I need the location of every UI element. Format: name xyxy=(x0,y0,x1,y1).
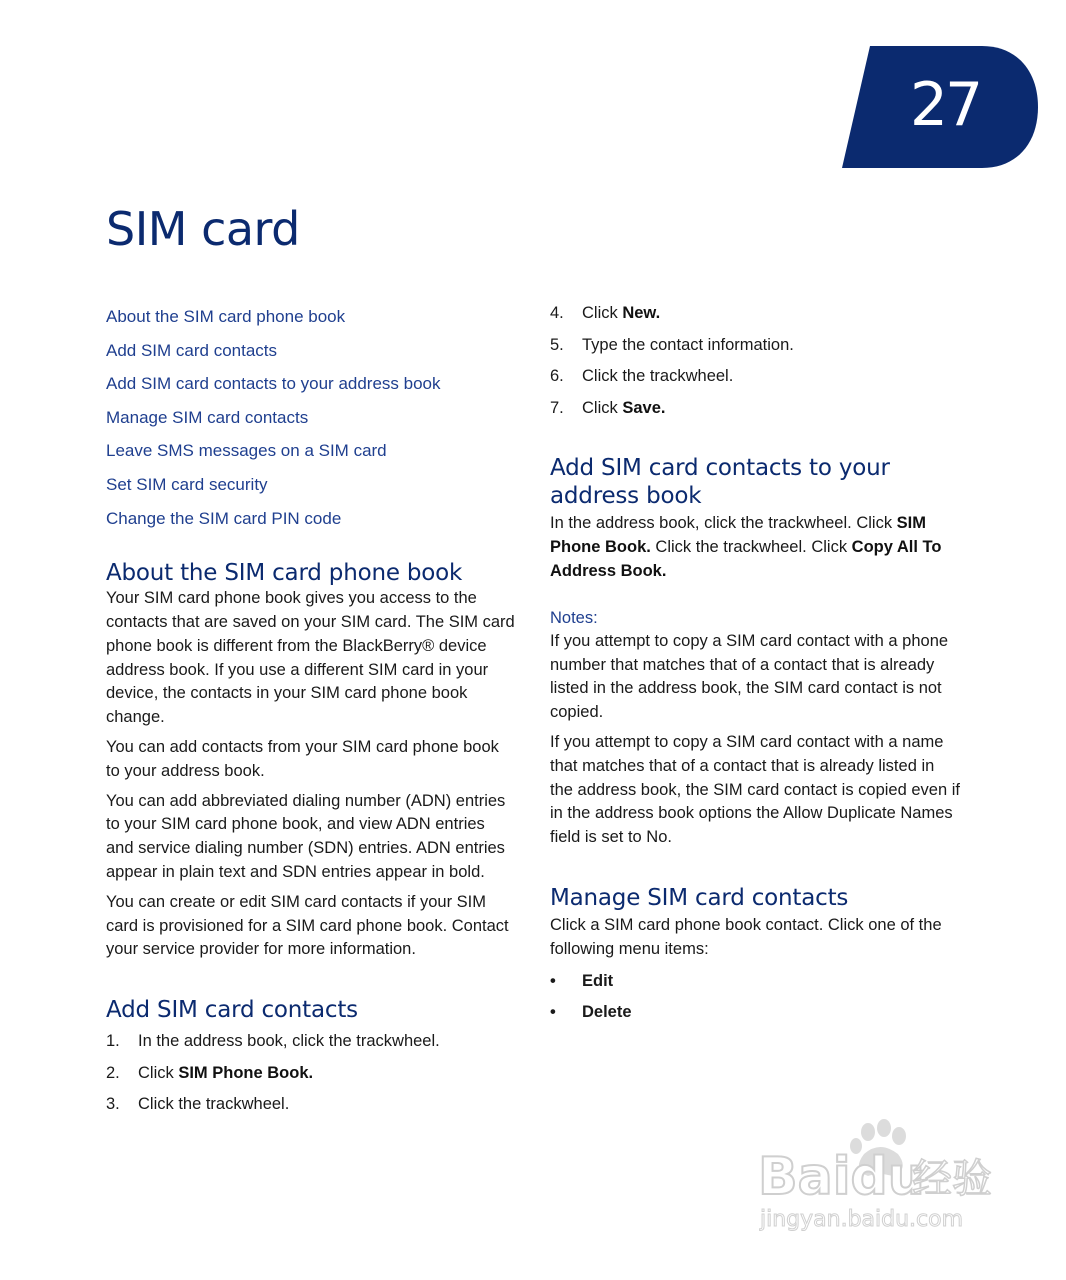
toc-link-add-contacts[interactable]: Add SIM card contacts xyxy=(106,340,278,360)
step-item: 3. Click the trackwheel. xyxy=(106,1095,290,1114)
about-paragraph-3: You can add abbreviated dialing number (ADN) entries to your SIM card phone book, and view ADN entries and service dialing number (SDN) entries. ADN entries appear in plain text and SDN entries appear in bold. xyxy=(106,791,506,881)
toc-link-add-to-address-book[interactable]: Add SIM card contacts to your address book xyxy=(106,374,441,394)
page-title: SIM card xyxy=(106,202,300,256)
left-column xyxy=(106,300,516,1121)
list-item: • Delete xyxy=(550,1003,632,1022)
about-paragraph-4: You can create or edit SIM card contacts if your SIM card is provisioned for a SIM card phone book. Contact your service provider for more information. xyxy=(106,892,509,959)
step-item: 7. Click Save. xyxy=(550,398,666,417)
step-item: 2. Click SIM Phone Book. xyxy=(106,1063,314,1082)
add-contacts-steps-continued xyxy=(550,298,960,424)
manage-intro: Click a SIM card phone book contact. Click one of the following menu items: xyxy=(550,915,942,958)
right-column xyxy=(550,300,960,1029)
watermark-url: jingyan.baidu.com xyxy=(760,1207,964,1232)
add-contacts-steps xyxy=(106,1026,516,1121)
about-paragraph-2: You can add contacts from your SIM card phone book to your address book. xyxy=(106,737,499,780)
toc-link-pin[interactable]: Change the SIM card PIN code xyxy=(106,508,342,528)
note-paragraph-2: If you attempt to copy a SIM card contact with a name that matches that of a contact that is already listed in the address book, the SIM card contact is copied even if in the address book options the Allow Duplicate Names field is set to No. xyxy=(550,732,960,847)
section-heading-about: About the SIM card phone book xyxy=(106,560,463,587)
about-paragraph-1: Your SIM card phone book gives you access to the contacts that are saved on your SIM card. The SIM card phone book is different from the BlackBerry® device address book. If you use a different SIM card in your device, the contacts in your SIM card phone book change. xyxy=(106,589,515,727)
section-heading-manage: Manage SIM card contacts xyxy=(550,884,849,911)
step-item: 4. Click New. xyxy=(550,304,661,322)
notes-label: Notes: xyxy=(550,608,598,627)
toc-link-about[interactable]: About the SIM card phone book xyxy=(106,307,346,326)
watermark-brand: Baidu xyxy=(758,1147,925,1207)
step-item: 1. In the address book, click the trackwheel. xyxy=(106,1032,440,1051)
baidu-watermark xyxy=(752,1118,1012,1238)
section-heading-add-contacts: Add SIM card contacts xyxy=(106,997,358,1024)
note-paragraph-1: If you attempt to copy a SIM card contact with a phone number that matches that of a contact that is already listed in the address book, the SIM card contact is not copied. xyxy=(550,631,949,722)
add-to-address-paragraph: In the address book, click the trackwheel. Click SIM Phone Book. Click the trackwheel. Click Copy All To Address Book. xyxy=(550,514,942,580)
toc-link-sms[interactable]: Leave SMS messages on a SIM card xyxy=(106,441,387,461)
chapter-number: 27 xyxy=(909,70,981,140)
section-heading-add-to-address-book: Add SIM card contacts to your address book xyxy=(550,455,890,510)
toc-link-manage[interactable]: Manage SIM card contacts xyxy=(106,407,309,427)
toc-link-security[interactable]: Set SIM card security xyxy=(106,474,268,494)
list-item: • Edit xyxy=(550,971,614,990)
step-item: 6. Click the trackwheel. xyxy=(550,367,734,386)
chapter-toc xyxy=(106,300,516,535)
step-item: 5. Type the contact information. xyxy=(550,335,794,354)
manage-menu-items xyxy=(550,966,960,1029)
watermark-cn: 经验 xyxy=(912,1156,992,1202)
